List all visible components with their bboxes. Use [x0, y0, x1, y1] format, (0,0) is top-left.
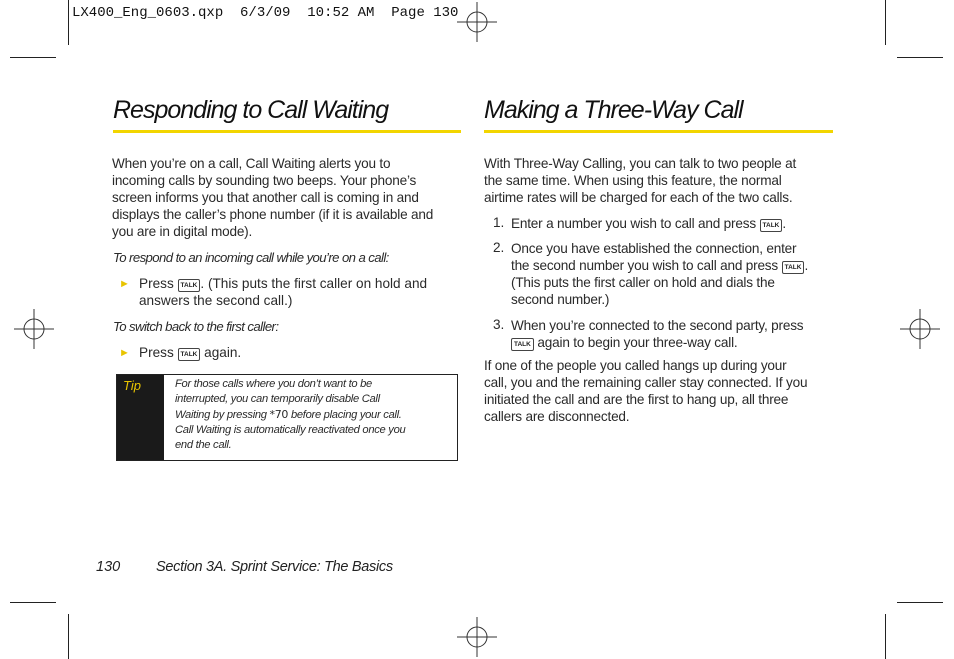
right-intro: With Three-Way Calling, you can talk to two people at the same time. When using this feature, the normal airtime rates will be charged for each of the two calls. [484, 156, 797, 205]
switch-subheading: To switch back to the first caller: [113, 319, 279, 334]
crop-mark [10, 602, 56, 603]
respond-subheading: To respond to an incoming call while you’re on a call: [113, 250, 389, 265]
right-outro: If one of the people you called hangs up during your call, you and the remaining caller stay connected. If you initiated the call and are the first to hang up, all three callers are disconnected. [484, 358, 808, 424]
crop-mark [68, 0, 69, 45]
step-number: 2. [493, 240, 505, 255]
tip-box [116, 374, 458, 461]
step-1: Enter a number you wish to call and press TALK . [511, 216, 786, 231]
heading-rule [484, 130, 833, 133]
crop-mark [885, 614, 886, 659]
talk-key-icon: TALK [511, 338, 534, 351]
bullet-arrow-icon: ► [119, 347, 130, 359]
registration-mark-icon [457, 617, 497, 657]
print-slug: LX400_Eng_0603.qxp 6/3/09 10:52 AM Page 130 [72, 5, 459, 21]
step-number: 3. [493, 317, 505, 332]
registration-mark-icon [14, 309, 54, 349]
left-intro: When you’re on a call, Call Waiting alerts you to incoming calls by sounding two beeps. Your phone’s screen informs you that another call is coming in and displays the caller’s phone number (if it is available and you are in digital mode). [112, 156, 434, 239]
talk-key-icon: TALK [178, 348, 201, 361]
tip-label: Tip [123, 378, 141, 393]
star-70-code: *70 [269, 408, 289, 421]
talk-key-icon: TALK [760, 219, 783, 232]
page-number: 130 [96, 559, 121, 575]
right-heading: Making a Three-Way Call [484, 96, 743, 124]
left-heading: Responding to Call Waiting [113, 96, 389, 124]
crop-mark [68, 614, 69, 659]
crop-mark [897, 602, 943, 603]
heading-rule [113, 130, 461, 133]
crop-mark [10, 57, 56, 58]
talk-key-icon: TALK [782, 261, 805, 274]
registration-mark-icon [457, 2, 497, 42]
talk-key-icon: TALK [178, 279, 201, 292]
registration-mark-icon [900, 309, 940, 349]
switch-bullet: Press TALK again. [139, 345, 242, 360]
crop-mark [897, 57, 943, 58]
step-number: 1. [493, 215, 505, 230]
bullet-arrow-icon: ► [119, 278, 130, 290]
tip-label-panel [117, 375, 164, 460]
section-title: Section 3A. Sprint Service: The Basics [156, 559, 393, 575]
step-3: When you’re connected to the second party, press TALK again to begin your three-way call. [511, 318, 804, 350]
crop-mark [885, 0, 886, 45]
respond-bullet: Press TALK . (This puts the first caller on hold and answers the second call.) [139, 276, 428, 308]
tip-text: For those calls where you don’t want to be interrupted, you can temporarily disable Call Waiting by pressing *70 before placing your call. Call Waiting is automatically reactivated once you end the call. [175, 378, 406, 451]
step-2: Once you have established the connection, enter the second number you wish to call and press TALK . (This puts the first caller on hold and dials the second number.) [511, 241, 809, 307]
